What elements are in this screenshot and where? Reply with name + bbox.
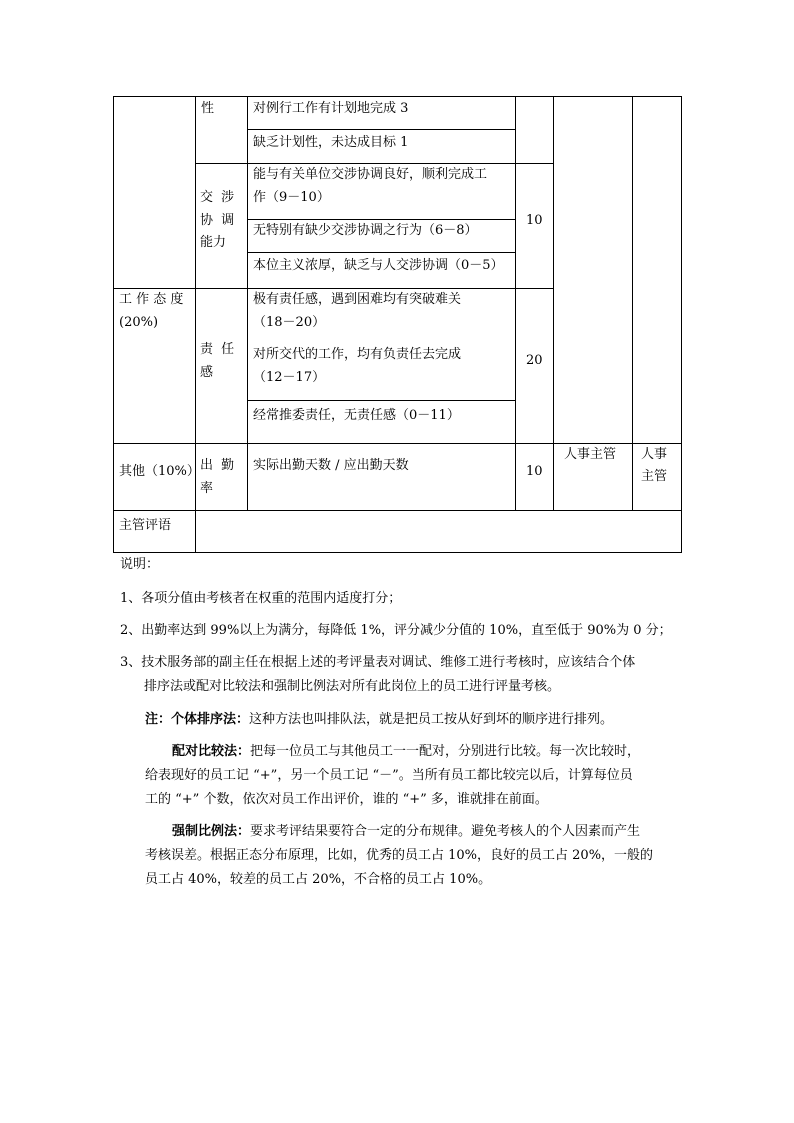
method-pair-comparison — [172, 741, 640, 763]
note-item: 3、技术服务部的副主任在根据上述的考评量表对调试、维修工进行考核时，应该结合个体 — [120, 655, 636, 670]
method-text: 把每一位员工与其他员工一一配对，分别进行比较。每一次比较时， — [250, 744, 641, 759]
criteria-item: 经常推委责任，无责任感（0－11） — [253, 408, 460, 423]
category-label: 其他（10%） — [119, 464, 200, 479]
criteria-item: 极有责任感，遇到困难均有突破难关 — [253, 292, 462, 307]
method-text: 员工占 40%，较差的员工占 20%，不合格的员工占 10%。 — [145, 872, 492, 887]
table-border-bottom — [113, 552, 682, 553]
method-text: 要求考评结果要符合一定的分布规律。避免考核人的个人因素而产生 — [250, 824, 641, 839]
score-value: 10 — [526, 464, 543, 479]
table-divider-col2 — [247, 96, 248, 510]
note-prefix: 注： — [145, 712, 172, 727]
note-item: 排序法或配对比较法和强制比例法对所有此岗位上的员工进行评量考核。 — [144, 679, 561, 694]
table-divider-col3 — [515, 96, 516, 510]
table-divider-col4 — [553, 96, 554, 510]
method-text: 给表现好的员工记 “+”，另一个员工记 “－”。当所有员工都比较完以后，计算每位员 — [145, 768, 633, 783]
subcategory-label: 性 — [201, 101, 215, 116]
criteria-item: 实际出勤天数 / 应出勤天数 — [253, 458, 409, 473]
row-line — [247, 400, 516, 401]
method-individual-ranking — [145, 709, 613, 731]
assessor-label: 人事主管 — [564, 447, 617, 462]
row-line — [247, 252, 516, 253]
table-divider-col1 — [195, 96, 196, 553]
reviewer-label: 人事 — [641, 447, 668, 462]
subcategory-label: 能力 — [200, 235, 227, 250]
note-item: 2、出勤率达到 99%以上为满分，每降低 1%，评分减少分值的 10%，直至低于 90%为 0 分； — [120, 623, 672, 638]
criteria-item: 对例行工作有计划地完成 3 — [253, 101, 409, 116]
criteria-item: 本位主义浓厚，缺乏与人交涉协调（0－5） — [253, 258, 504, 273]
table-border-right — [681, 96, 682, 553]
subcategory-label: 率 — [200, 481, 214, 496]
supervisor-comment-label: 主管评语 — [119, 518, 172, 533]
table-divider-col5 — [632, 96, 633, 510]
table-border-top — [113, 96, 682, 97]
notes-heading: 说明： — [120, 557, 160, 572]
method-text: 考核误差。根据正态分布原理，比如，优秀的员工占 10%，良好的员工占 20%，一般的 — [145, 848, 654, 863]
criteria-item: 作（9－10） — [253, 190, 330, 205]
table-border-left — [113, 96, 114, 553]
supervisor-comment-field[interactable] — [196, 511, 681, 552]
row-line — [247, 129, 516, 130]
method-title: 配对比较法： — [172, 744, 251, 759]
category-label: 工 作 态 度 — [119, 292, 184, 307]
method-title: 个体排序法： — [171, 712, 250, 727]
subcategory-label: 出 勤 — [200, 458, 237, 473]
subcategory-label: 责 任 — [200, 342, 237, 357]
method-text: 工的 “+” 个数，依次对员工作出评价，谁的 “+” 多，谁就排在前面。 — [145, 792, 548, 807]
criteria-item: （18－20） — [253, 315, 326, 330]
criteria-item: 缺乏计划性，未达成目标 1 — [253, 135, 409, 150]
method-text: 这种方法也叫排队法，就是把员工按从好到坏的顺序进行排列。 — [249, 712, 614, 727]
subcategory-label: 协 调 — [200, 213, 237, 228]
criteria-item: 能与有关单位交涉协调良好，顺利完成工 — [253, 167, 488, 182]
method-forced-distribution — [172, 821, 640, 843]
criteria-item: （12－17） — [253, 370, 326, 385]
reviewer-label: 主管 — [641, 469, 668, 484]
note-item: 1、各项分值由考核者在权重的范围内适度打分； — [120, 591, 402, 606]
score-value: 10 — [526, 213, 543, 228]
score-value: 20 — [526, 353, 543, 368]
criteria-item: 无特别有缺少交涉协调之行为（6－8） — [253, 223, 478, 238]
subcategory-label: 交 涉 — [200, 190, 237, 205]
method-title: 强制比例法： — [172, 824, 251, 839]
subcategory-label: 感 — [200, 365, 214, 380]
category-weight: (20%) — [119, 315, 159, 330]
criteria-item: 对所交代的工作，均有负责任去完成 — [253, 347, 462, 362]
